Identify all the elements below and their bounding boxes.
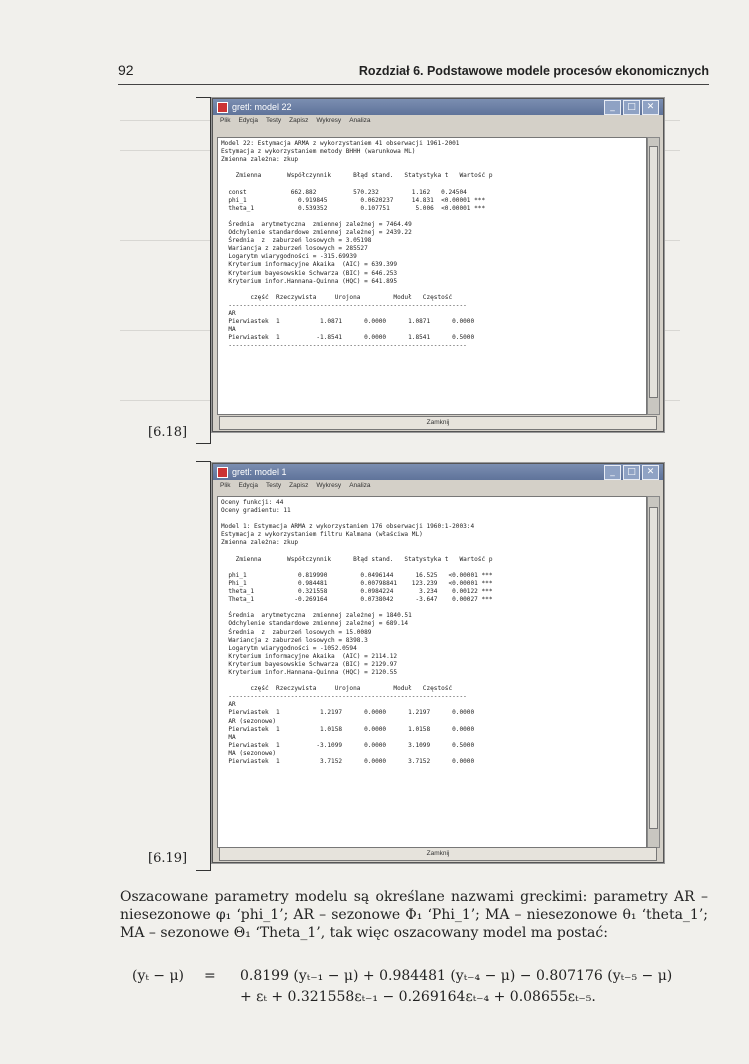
output-line [221,548,643,556]
output-line: Model 22: Estymacja ARMA z wykorzystaniem 41 obserwacji 1961-2001 [221,140,460,147]
window-titlebar[interactable] [213,99,663,115]
output-line: AR [221,309,236,317]
header-rule [118,84,709,85]
maximize-button[interactable]: □ [623,100,640,115]
output-line: Estymacja z wykorzystaniem filtru Kalmana (właściwa ML) [221,531,423,539]
menu-file[interactable]: Plik [220,117,231,124]
output-line: Zmienna Współczynnik Błąd stand. Statystyka t Wartość p [221,555,493,563]
output-line: AR (sezonowe) [221,717,277,725]
output-line: MA [221,733,236,741]
menu-save[interactable]: Zapisz [289,117,309,124]
output-line [221,180,643,188]
menu-graphs[interactable]: Wykresy [316,482,342,489]
output-line: Wariancja z zaburzeń losowych = 285527 [221,245,368,253]
menu-analysis[interactable]: Analiza [349,117,371,124]
output-line: Średnia arytmetyczna zmiennej zależnej = 1840.51 [221,612,412,620]
menu-graphs[interactable]: Wykresy [316,117,342,124]
output-line: MA (sezonowe) [221,749,277,757]
output-line: Średnia arytmetyczna zmiennej zależnej = 7464.49 [221,220,412,228]
output-line: Logarytm wiarygodności = -315.69939 [221,253,357,261]
output-line: Odchylenie standardowe zmiennej zależnej = 2439.22 [221,229,412,237]
gretl-model-window [212,463,664,863]
equation-line-1: 0.8199 (yₜ₋₁ − μ) + 0.984481 (yₜ₋₄ − μ) − 0.807176 (yₜ₋₅ − μ) [240,968,673,984]
window-title: gretl: model 1 [232,467,287,477]
output-line [221,564,643,572]
figure-bracket [196,461,211,871]
output-line: theta_1 0.539352 0.107751 5.006 <0.00001 *** [221,204,486,212]
output-line: część Rzeczywista Urojona Moduł Częstość [221,293,453,301]
page-number: 92 [118,62,134,78]
output-line: AR [221,701,236,709]
output-line: phi_1 0.819990 0.0496144 16.525 <0.00001 *** [221,571,493,579]
window-titlebar[interactable] [213,464,663,480]
menu-bar [213,115,663,126]
output-line: phi_1 0.919845 0.0620237 14.831 <0.00001 *** [221,196,486,204]
menu-tests[interactable]: Testy [266,482,282,489]
output-line: MA [221,326,236,334]
menu-edit[interactable]: Edycja [238,117,258,124]
output-line: const 662.882 570.232 1.162 0.24504 [221,188,467,196]
output-line: Theta_1 -0.269164 0.0738042 -3.647 0.00027 *** [221,596,493,604]
output-line: Pierwiastek 1 1.0871 0.0000 1.0871 0.0000 [221,318,475,326]
window-controls [604,100,659,115]
output-line [221,515,643,523]
body-paragraph: Oszacowane parametry modelu są określane nazwami greckimi: parametry AR – niesezonowe φ₁ ‘phi_1’; AR – sezonowe Φ₁ ‘Phi_1’; MA – niesezonowe θ₁ ‘theta_1’; MA – sezonowe Θ₁ ‘Theta_1’, tak więc oszacowany model ma postać: [120,889,708,941]
figure-bracket [196,97,211,444]
output-line: Model 1: Estymacja ARMA z wykorzystaniem 176 obserwacji 1960:1-2003:4 [221,523,475,531]
maximize-button[interactable]: □ [623,465,640,480]
output-line: Kryterium infor.Hannana-Quinna (HQC) = 2120.55 [221,668,398,676]
running-head: Rozdział 6. Podstawowe modele procesów ekonomicznych [358,64,709,78]
output-line: Kryterium informacyjne Akaika (AIC) = 639.399 [221,261,398,269]
menu-edit[interactable]: Edycja [238,482,258,489]
model-output-text[interactable] [217,496,647,848]
figure-label: [6.18] [148,425,188,440]
output-line: Pierwiastek 1 3.7152 0.0000 3.7152 0.0000 [221,758,475,765]
equation-line-2: + εₜ + 0.321558εₜ₋₁ − 0.269164εₜ₋₄ + 0.08655εₜ₋₅. [240,989,596,1005]
output-line: theta_1 0.321558 0.0984224 3.234 0.00122 *** [221,588,493,596]
gretl-model-window [212,98,664,432]
output-line [221,677,643,685]
gretl-app-icon [217,102,228,113]
output-line: Kryterium informacyjne Akaika (AIC) = 2114.12 [221,652,398,660]
output-line: część Rzeczywista Urojona Moduł Częstość [221,685,453,693]
output-line [221,286,643,294]
output-line: Średnia z zaburzeń losowych = 3.05198 [221,237,372,245]
menu-file[interactable]: Plik [220,482,231,489]
menu-save[interactable]: Zapisz [289,482,309,489]
output-line: Estymacja z wykorzystaniem metody BHHH (warunkowa ML) [221,148,416,156]
close-window-button[interactable]: ✕ [642,465,659,480]
output-line: Pierwiastek 1 -3.1099 0.0000 3.1099 0.5000 [221,741,475,749]
output-line: Kryterium bayesowskie Schwarza (BIC) = 646.253 [221,269,398,277]
output-line: Zmienna zależna: zkup [221,156,299,164]
figure-label: [6.19] [148,851,188,866]
close-button[interactable]: Zamknij [219,416,657,430]
output-line: Odchylenie standardowe zmiennej zależnej = 689.14 [221,620,409,628]
output-line: Zmienna zależna: zkup [221,539,299,547]
menu-bar [213,480,663,491]
output-line [221,213,643,221]
scrollbar-thumb[interactable] [649,507,658,829]
vertical-scrollbar[interactable] [647,137,660,415]
scrollbar-thumb[interactable] [649,146,658,398]
menu-tests[interactable]: Testy [266,117,282,124]
output-line: ----------------------------------------------------------------- [221,342,467,350]
close-button[interactable]: Zamknij [219,847,657,861]
close-window-button[interactable]: ✕ [642,100,659,115]
output-line: Pierwiastek 1 1.2197 0.0000 1.2197 0.0000 [221,709,475,717]
output-line: Wariancja z zaburzeń losowych = 8398.3 [221,636,368,644]
window-title: gretl: model 22 [232,102,292,112]
output-line: Oceny gradientu: 11 [221,507,291,515]
equation-lhs: (yₜ − μ) [132,968,185,984]
minimize-button[interactable]: _ [604,100,621,115]
gretl-app-icon [217,467,228,478]
output-line: Kryterium infor.Hannana-Quinna (HQC) = 641.895 [221,277,398,285]
output-line: Średnia z zaburzeń losowych = 15.0089 [221,628,372,636]
equation-equals: = [204,968,216,984]
model-output-text[interactable] [217,137,647,415]
output-line: Pierwiastek 1 -1.8541 0.0000 1.8541 0.5000 [221,334,475,342]
vertical-scrollbar[interactable] [647,496,660,848]
output-line: ----------------------------------------------------------------- [221,693,467,701]
output-line: Oceny funkcji: 44 [221,499,284,506]
output-line: Kryterium bayesowskie Schwarza (BIC) = 2129.97 [221,660,398,668]
output-line: Zmienna Współczynnik Błąd stand. Statystyka t Wartość p [221,172,493,180]
window-controls [604,465,659,480]
output-line: ----------------------------------------------------------------- [221,301,467,309]
menu-analysis[interactable]: Analiza [349,482,371,489]
output-line: Logarytm wiarygodności = -1052.0594 [221,644,357,652]
output-line: Phi_1 0.984481 0.00798841 123.239 <0.00001 *** [221,579,493,587]
output-line: Pierwiastek 1 1.0158 0.0000 1.0158 0.0000 [221,725,475,733]
minimize-button[interactable]: _ [604,465,621,480]
